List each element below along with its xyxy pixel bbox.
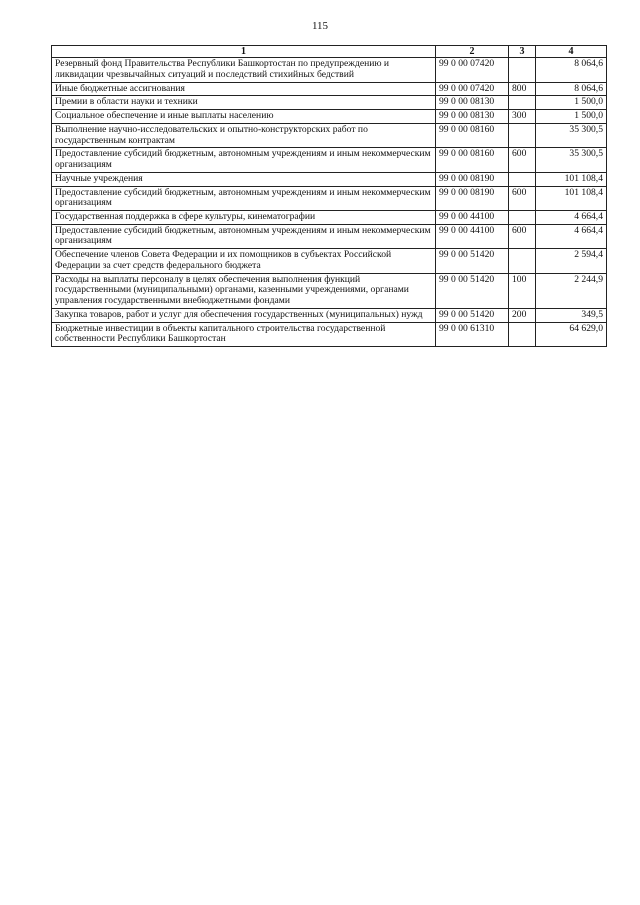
row-name-cell: Социальное обеспечение и иные выплаты населению xyxy=(52,110,436,124)
column-header-amount: 4 xyxy=(536,46,607,58)
row-name-cell: Предоставление субсидий бюджетным, автономным учреждениям и иным некоммерческим организациям xyxy=(52,224,436,248)
row-code-cell: 99 0 00 61310 xyxy=(436,322,509,346)
row-name-cell: Обеспечение членов Совета Федерации и их помощников в субъектах Российской Федерации за счет средств федерального бюджета xyxy=(52,249,436,273)
row-amount-cell: 1 500,0 xyxy=(536,110,607,124)
row-code-cell: 99 0 00 51420 xyxy=(436,308,509,322)
table-row xyxy=(52,148,607,172)
table-row xyxy=(52,110,607,124)
row-type-cell xyxy=(509,172,536,186)
row-name-cell: Научные учреждения xyxy=(52,172,436,186)
row-code-cell: 99 0 00 08130 xyxy=(436,96,509,110)
row-code-cell: 99 0 00 08190 xyxy=(436,186,509,210)
row-code-cell: 99 0 00 08160 xyxy=(436,148,509,172)
row-type-cell: 600 xyxy=(509,186,536,210)
row-code-cell: 99 0 00 07420 xyxy=(436,58,509,82)
table-header-row xyxy=(52,46,607,58)
table-row xyxy=(52,172,607,186)
table-row xyxy=(52,186,607,210)
row-type-cell xyxy=(509,322,536,346)
row-name-cell: Государственная поддержка в сфере культуры, кинематографии xyxy=(52,211,436,225)
column-header-code: 2 xyxy=(436,46,509,58)
row-type-cell: 300 xyxy=(509,110,536,124)
row-type-cell xyxy=(509,58,536,82)
budget-table xyxy=(51,45,607,347)
row-name-cell: Предоставление субсидий бюджетным, автономным учреждениям и иным некоммерческим организациям xyxy=(52,186,436,210)
row-name-cell: Выполнение научно-исследовательских и опытно-конструкторских работ по государственным контрактам xyxy=(52,123,436,147)
table-row xyxy=(52,96,607,110)
row-code-cell: 99 0 00 51420 xyxy=(436,249,509,273)
table-row xyxy=(52,82,607,96)
row-amount-cell: 101 108,4 xyxy=(536,172,607,186)
row-name-cell: Закупка товаров, работ и услуг для обеспечения государственных (муниципальных) нужд xyxy=(52,308,436,322)
row-type-cell: 600 xyxy=(509,148,536,172)
row-amount-cell: 8 064,6 xyxy=(536,58,607,82)
row-name-cell: Расходы на выплаты персоналу в целях обеспечения выполнения функций государственными (муниципальными) органами, казенными учреждениями, органами управления государственными внебюджетными фондами xyxy=(52,273,436,308)
table-row xyxy=(52,123,607,147)
column-header-name: 1 xyxy=(52,46,436,58)
table-row xyxy=(52,211,607,225)
table-row xyxy=(52,249,607,273)
row-code-cell: 99 0 00 08190 xyxy=(436,172,509,186)
row-name-cell: Премии в области науки и техники xyxy=(52,96,436,110)
row-amount-cell: 4 664,4 xyxy=(536,211,607,225)
row-name-cell: Предоставление субсидий бюджетным, автономным учреждениям и иным некоммерческим организациям xyxy=(52,148,436,172)
row-type-cell: 800 xyxy=(509,82,536,96)
table-row xyxy=(52,322,607,346)
row-code-cell: 99 0 00 44100 xyxy=(436,211,509,225)
column-header-type: 3 xyxy=(509,46,536,58)
row-name-cell: Иные бюджетные ассигнования xyxy=(52,82,436,96)
row-name-cell: Бюджетные инвестиции в объекты капитального строительства государственной собственности Республики Башкортостан xyxy=(52,322,436,346)
row-amount-cell: 2 244,9 xyxy=(536,273,607,308)
row-amount-cell: 2 594,4 xyxy=(536,249,607,273)
row-type-cell: 200 xyxy=(509,308,536,322)
row-amount-cell: 1 500,0 xyxy=(536,96,607,110)
row-code-cell: 99 0 00 08130 xyxy=(436,110,509,124)
row-type-cell: 600 xyxy=(509,224,536,248)
table-body xyxy=(52,58,607,347)
row-type-cell: 100 xyxy=(509,273,536,308)
row-type-cell xyxy=(509,123,536,147)
row-code-cell: 99 0 00 07420 xyxy=(436,82,509,96)
row-code-cell: 99 0 00 44100 xyxy=(436,224,509,248)
row-amount-cell: 64 629,0 xyxy=(536,322,607,346)
row-name-cell: Резервный фонд Правительства Республики Башкортостан по предупреждению и ликвидации чрезвычайных ситуаций и последствий стихийных бедствий xyxy=(52,58,436,82)
table-row xyxy=(52,58,607,82)
row-amount-cell: 4 664,4 xyxy=(536,224,607,248)
page-number: 115 xyxy=(311,20,329,32)
row-amount-cell: 35 300,5 xyxy=(536,148,607,172)
row-amount-cell: 349,5 xyxy=(536,308,607,322)
table-row xyxy=(52,273,607,308)
row-code-cell: 99 0 00 51420 xyxy=(436,273,509,308)
row-type-cell xyxy=(509,211,536,225)
row-amount-cell: 101 108,4 xyxy=(536,186,607,210)
row-code-cell: 99 0 00 08160 xyxy=(436,123,509,147)
row-amount-cell: 8 064,6 xyxy=(536,82,607,96)
row-type-cell xyxy=(509,249,536,273)
table-row xyxy=(52,224,607,248)
row-amount-cell: 35 300,5 xyxy=(536,123,607,147)
table-row xyxy=(52,308,607,322)
row-type-cell xyxy=(509,96,536,110)
